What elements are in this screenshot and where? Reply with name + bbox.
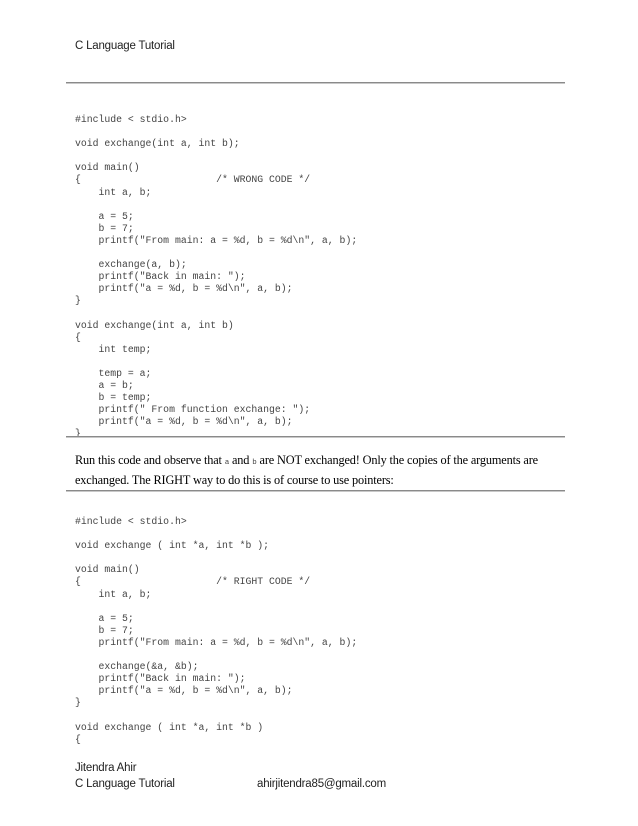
footer-title: C Language Tutorial [75,778,175,790]
variable-b: b [252,459,257,467]
divider-rule [66,436,565,438]
footer-email: ahirjitendra85@gmail.com [257,778,386,790]
header-rule [66,82,565,84]
code-block-wrong: #include < stdio.h> void exchange(int a, int b); void main() { /* WRONG CODE */ int a, b; a = 5; b = 7; printf("From main: a = %d, b = %d\n", a, b); exchange(a, b); printf("Back in main: "); printf("a = %d, b = %d\n", a, b); } void exchange(int a, int b) { int temp; temp = a; a = b; b = temp; printf(" From function exchange: "); printf("a = %d, b = %d\n", a, b); } [75,114,358,440]
explanation-text-3: are NOT exchanged! Only the copies of the arguments are exchanged. The RIGHT way to do this is of course to use pointers: [75,453,538,487]
variable-a: a [224,459,230,467]
divider-rule [66,490,565,492]
explanation-text-1: Run this code and observe that [75,453,225,467]
footer-line [75,776,386,792]
explanation-text-2: and [229,453,253,467]
page-header: C Language Tutorial [75,40,175,52]
explanation-paragraph [75,452,560,489]
footer-author: Jitendra Ahir [75,762,137,774]
code-block-right: #include < stdio.h> void exchange ( int *a, int *b ); void main() { /* RIGHT CODE */ int a, b; a = 5; b = 7; printf("From main: a = %d, b = %d\n", a, b); exchange(&a, &b); printf("Back in main: "); printf("a = %d, b = %d\n", a, b); } void exchange ( int *a, int *b ) { [75,516,358,745]
page-footer [75,760,386,792]
